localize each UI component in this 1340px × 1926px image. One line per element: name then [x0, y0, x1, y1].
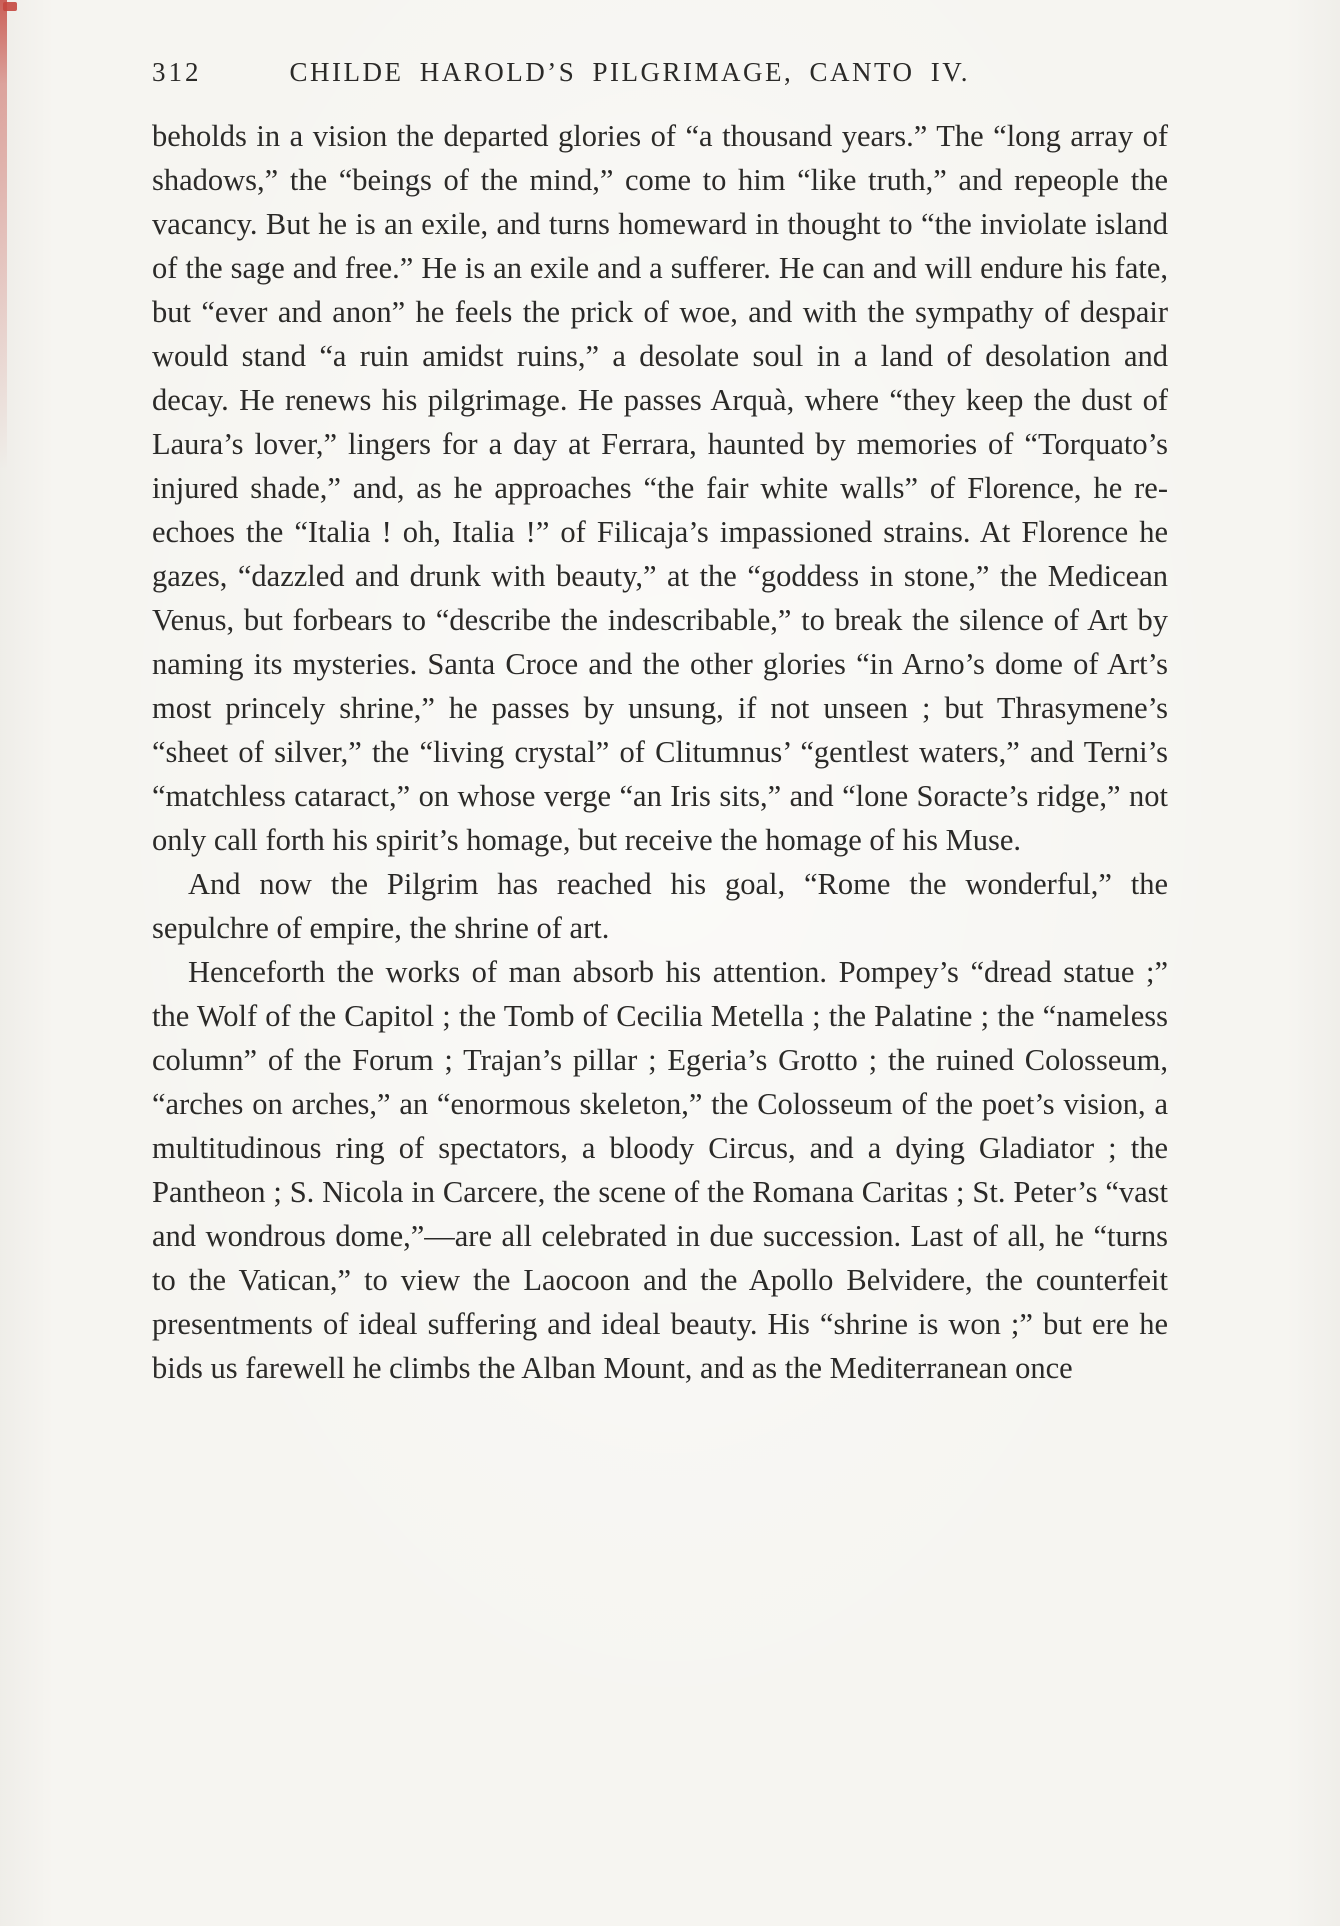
- text-block: [152, 114, 1168, 1390]
- body-paragraph: And now the Pilgrim has reached his goal, “Rome the wonderful,” the sepulchre of empire, the shrine of art.: [152, 867, 1168, 945]
- body-paragraph: Henceforth the works of man absorb his attention. Pompey’s “dread statue ;” the Wolf of the Capitol ; the Tomb of Cecilia Metella ; the Palatine ; the “nameless column” of the Forum ; Trajan’s pillar ; Egeria’s Grotto ; the ruined Colosseum, “arches on arches,” an “enormous skeleton,” the Colosseum of the poet’s vision, a multitudinous ring of spectators, a bloody Circus, and a dying Gladiator ; the Pantheon ; S. Nicola in Carcere, the scene of the Romana Caritas ; St. Peter’s “vast and wondrous dome,”—are all celebrated in due succession. Last of all, he “turns to the Vatican,” to view the Laocoon and the Apollo Belvidere, the counterfeit presentments of ideal suffering and ideal beauty. His “shrine is won ;” but ere he bids us farewell he climbs the Alban Mount, and as the Mediterranean once: [152, 955, 1168, 1385]
- scan-artifact-left-edge: [0, 0, 7, 470]
- scan-artifact-corner-mark: [3, 2, 17, 11]
- page-number: 312: [152, 57, 202, 87]
- body-paragraph: beholds in a vision the departed glories of “a thousand years.” The “long array of shadows,” the “beings of the mind,” come to him “like truth,” and repeople the vacancy. But he is an exile, and turns homeward in thought to “the inviolate island of the sage and free.” He is an exile and a sufferer. He can and will endure his fate, but “ever and anon” he feels the prick of woe, and with the sympathy of despair would stand “a ruin amidst ruins,” a desolate soul in a land of desolation and decay. He renews his pilgrimage. He passes Arquà, where “they keep the dust of Laura’s lover,” lingers for a day at Ferrara, haunted by memories of “Torquato’s injured shade,” and, as he approaches “the fair white walls” of Florence, he re-echoes the “Italia ! oh, Italia !” of Filicaja’s impassioned strains. At Florence he gazes, “dazzled and drunk with beauty,” at the “goddess in stone,” the Medicean Venus, but forbears to “describe the indescribable,” to break the silence of Art by naming its mysteries. Santa Croce and the other glories “in Arno’s dome of Art’s most princely shrine,” he passes by unsung, if not unseen ; but Thrasymene’s “sheet of silver,” the “living crystal” of Clitumnus’ “gentlest waters,” and Terni’s “matchless cataract,” on whose verge “an Iris sits,” and “lone Soracte’s ridge,” not only call forth his spirit’s homage, but receive the homage of his Muse.: [152, 119, 1168, 857]
- running-title: CHILDE HAROLD’S PILGRIMAGE, CANTO IV.: [289, 57, 970, 87]
- page-header: [152, 57, 1170, 88]
